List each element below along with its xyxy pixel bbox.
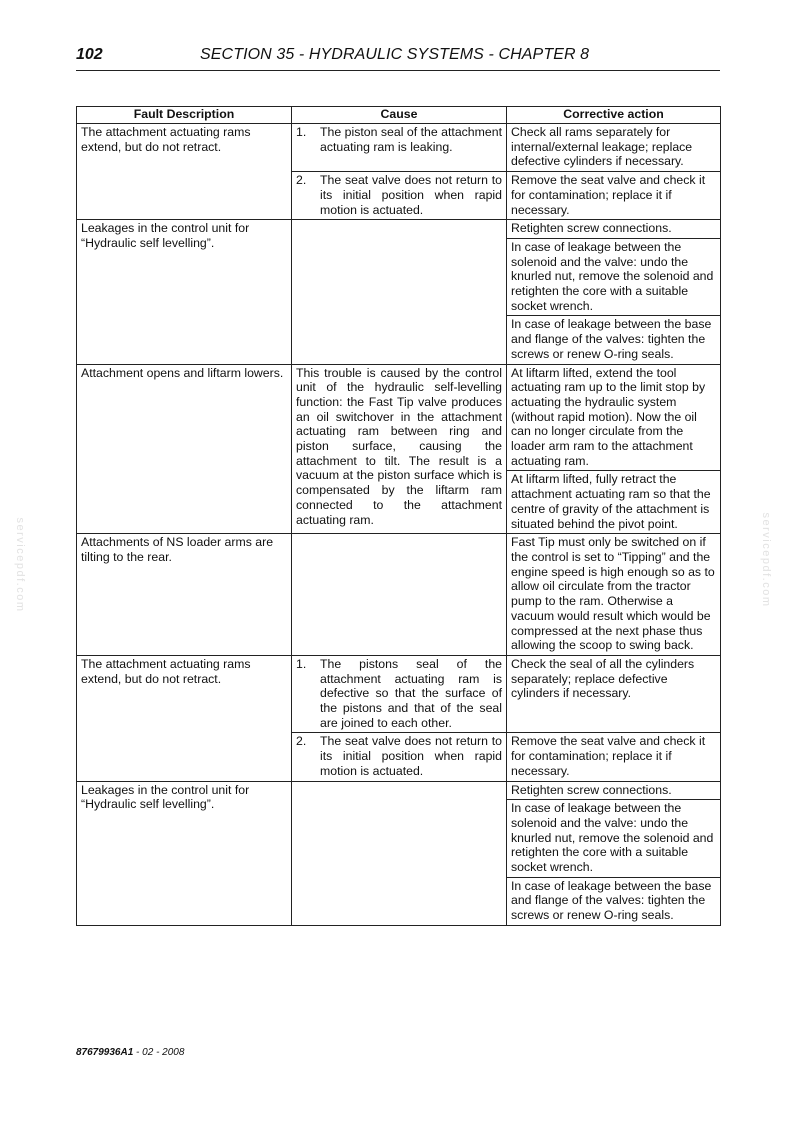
document-code: 87679936A1 bbox=[76, 1047, 134, 1058]
corrective-action: In case of leakage between the base and flange of the valves: tighten the screws or renew O-ring seals. bbox=[507, 877, 721, 925]
page-header bbox=[76, 44, 720, 71]
header-corrective-action: Corrective action bbox=[507, 107, 721, 124]
corrective-action: Remove the seat valve and check it for contamination; replace it if necessary. bbox=[507, 172, 721, 220]
cause-cell bbox=[292, 733, 507, 781]
table-row bbox=[77, 124, 721, 172]
corrective-action: In case of leakage between the solenoid and the valve: undo the knurled nut, remove the solenoid and retighten the core with a suitable socket wrench. bbox=[507, 238, 721, 316]
cause-cell-empty bbox=[292, 220, 507, 364]
corrective-action: At liftarm lifted, extend the tool actuating ram up to the limit stop by actuating the hydraulic system (without rapid motion). Now the oil can no longer circulate from the loader arm ram to the attachment actuating ram. bbox=[507, 364, 721, 471]
cause-text: The seat valve does not return to its initial position when rapid motion is actuated. bbox=[320, 173, 502, 217]
cause-number: 1. bbox=[296, 656, 307, 671]
page-footer bbox=[76, 1047, 184, 1058]
cause-number: 1. bbox=[296, 125, 307, 139]
cause-text: The pistons seal of the attachment actuating ram is defective so that the surface of the pistons and that of the seal are joined to each other. bbox=[320, 656, 502, 730]
header-cause: Cause bbox=[292, 107, 507, 124]
cause-cell bbox=[292, 655, 507, 733]
corrective-action: Fast Tip must only be switched on if the control is set to “Tipping” and the engine speed is high enough so as to allow oil circulate from the tractor pump to the ram. Otherwise a vacuum would result which would be compressed at the next phase thus allowing the scoop to swing back. bbox=[507, 534, 721, 656]
corrective-action: Retighten screw connections. bbox=[507, 781, 721, 800]
document-date: - 02 - 2008 bbox=[133, 1047, 185, 1058]
corrective-action: Retighten screw connections. bbox=[507, 220, 721, 239]
table-row bbox=[77, 364, 721, 471]
fault-table bbox=[76, 106, 721, 926]
corrective-action: Check the seal of all the cylinders separately; replace defective cylinders if necessary. bbox=[507, 655, 721, 733]
corrective-action: At liftarm lifted, fully retract the attachment actuating ram so that the centre of gravity of the attachment is situated behind the pivot point. bbox=[507, 471, 721, 534]
cause-text: The seat valve does not return to its initial position when rapid motion is actuated. bbox=[320, 734, 502, 778]
fault-description: The attachment actuating rams extend, but do not retract. bbox=[77, 124, 292, 220]
page-number: 102 bbox=[76, 46, 103, 63]
table-header-row bbox=[77, 107, 721, 124]
corrective-action: In case of leakage between the base and flange of the valves: tighten the screws or renew O-ring seals. bbox=[507, 316, 721, 364]
section-title: SECTION 35 - HYDRAULIC SYSTEMS - CHAPTER 8 bbox=[200, 46, 590, 63]
table-row bbox=[77, 781, 721, 800]
cause-number: 2. bbox=[296, 734, 307, 749]
fault-description: Leakages in the control unit for “Hydraulic self levelling”. bbox=[77, 220, 292, 364]
fault-description: The attachment actuating rams extend, but do not retract. bbox=[77, 655, 292, 781]
cause-cell bbox=[292, 124, 507, 172]
corrective-action: Check all rams separately for internal/external leakage; replace defective cylinders if necessary. bbox=[507, 124, 721, 172]
cause-number: 2. bbox=[296, 173, 307, 188]
table-row bbox=[77, 534, 721, 656]
corrective-action: Remove the seat valve and check it for contamination; replace it if necessary. bbox=[507, 733, 721, 781]
fault-description: Leakages in the control unit for “Hydraulic self levelling”. bbox=[77, 781, 292, 925]
cause-cell-empty bbox=[292, 534, 507, 656]
cause-text: The piston seal of the attachment actuating ram is leaking. bbox=[320, 125, 502, 154]
table-row bbox=[77, 655, 721, 733]
fault-description: Attachments of NS loader arms are tilting to the rear. bbox=[77, 534, 292, 656]
watermark-left: servicepdf.com bbox=[14, 517, 26, 613]
table-row bbox=[77, 220, 721, 239]
cause-cell-empty bbox=[292, 781, 507, 925]
cause-cell bbox=[292, 172, 507, 220]
corrective-action: In case of leakage between the solenoid and the valve: undo the knurled nut, remove the solenoid and retighten the core with a suitable socket wrench. bbox=[507, 800, 721, 878]
watermark-right: servicepdf.com bbox=[760, 512, 772, 608]
fault-description: Attachment opens and liftarm lowers. bbox=[77, 364, 292, 534]
header-fault-description: Fault Description bbox=[77, 107, 292, 124]
cause-cell: This trouble is caused by the control unit of the hydraulic self-levelling function: the Fast Tip valve produces an oil switchover in the attachment actuating ram between ring and piston surface, causing the attachment to tilt. The result is a vacuum at the piston surface which is compensated by the liftarm ram connected to the attachment actuating ram. bbox=[292, 364, 507, 534]
